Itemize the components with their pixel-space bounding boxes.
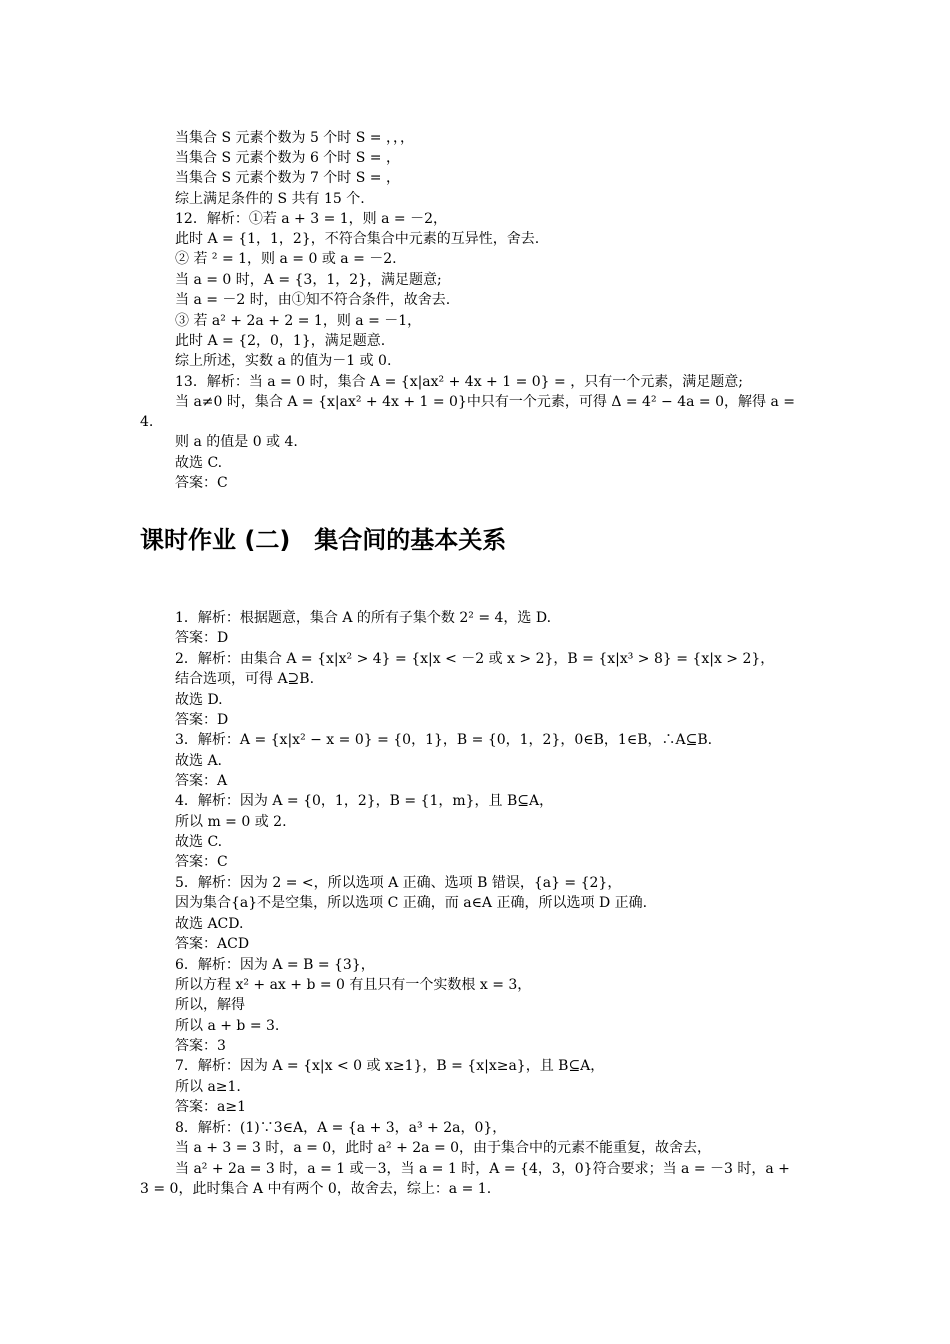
text-line: 4. xyxy=(140,414,154,430)
text-line: 当 a≠0 时，集合 A = {x|ax² + 4x + 1 = 0}中只有一个元素，可得 Δ = 4² − 4a = 0，解得 a = xyxy=(175,394,795,410)
text-line: 当集合 S 元素个数为 6 个时 S = ， xyxy=(175,150,400,166)
text-line: 故选 D. xyxy=(175,692,223,708)
text-line: 所以，解得 xyxy=(175,997,245,1013)
answer-line: 答案：C xyxy=(175,854,228,870)
text-line: 所以 m = 0 或 2. xyxy=(175,814,287,830)
text-line: 此时 A = {2，0，1}，满足题意. xyxy=(175,333,386,349)
answer-line: 答案：D xyxy=(175,630,229,646)
text-line: 当 a = －2 时，由①知不符合条件，故舍去. xyxy=(175,292,451,308)
text-line: 当 a + 3 = 3 时，a = 0，此时 a² + 2a = 0，由于集合中的元素不能重复，故舍去， xyxy=(175,1140,712,1156)
text-line: 13．解析：当 a = 0 时，集合 A = {x|ax² + 4x + 1 = 0} = ，只有一个元素，满足题意; xyxy=(175,374,743,390)
text-line: 则 a 的值是 0 或 4. xyxy=(175,434,298,450)
text-line: 5．解析：因为 2 = <，所以选项 A 正确、选项 B 错误，{a} = {2}， xyxy=(175,875,622,891)
text-line: 所以 a≥1. xyxy=(175,1079,241,1095)
answer-line: 答案：ACD xyxy=(175,936,250,952)
answer-line: 答案：a≥1 xyxy=(175,1099,246,1115)
text-line: 此时 A = {1，1，2}，不符合集合中元素的互异性，舍去. xyxy=(175,231,540,247)
text-line: 8．解析：(1)∵3∈A，A = {a + 3，a³ + 2a，0}， xyxy=(175,1120,507,1136)
text-line: 故选 A. xyxy=(175,753,223,769)
text-line: 2．解析：由集合 A = {x|x² > 4} = {x|x < －2 或 x > 2}，B = {x|x³ > 8} = {x|x > 2}， xyxy=(175,651,775,667)
text-line: 故选 ACD. xyxy=(175,916,244,932)
text-line: 7．解析：因为 A = {x|x < 0 或 x≥1}，B = {x|x≥a}，且 B⊆A， xyxy=(175,1058,605,1074)
text-line: 4．解析：因为 A = {0，1，2}，B = {1，m}，且 B⊆A， xyxy=(175,793,554,809)
text-line: ② 若 ² = 1，则 a = 0 或 a = －2. xyxy=(175,251,397,267)
text-line: 3．解析：A = {x|x² − x = 0} = {0，1}，B = {0，1，2}，0∈B，1∈B，∴A⊆B. xyxy=(175,732,713,748)
text-line: 故选 C. xyxy=(175,455,223,471)
text-line: 故选 C. xyxy=(175,834,223,850)
answer-line: 答案：A xyxy=(175,773,228,789)
text-line: 因为集合{a}不是空集，所以选项 C 正确，而 a∈A 正确，所以选项 D 正确. xyxy=(175,895,648,911)
text-line: 3 = 0，此时集合 A 中有两个 0，故舍去，综上：a = 1. xyxy=(140,1181,492,1197)
answer-line: 答案：D xyxy=(175,712,229,728)
text-line: 所以方程 x² + ax + b = 0 有且只有一个实数根 x = 3， xyxy=(175,977,532,993)
text-line: 当集合 S 元素个数为 5 个时 S = ，，， xyxy=(175,130,414,146)
text-line: 当 a = 0 时，A = {3，1，2}，满足题意; xyxy=(175,272,442,288)
text-line: 结合选项，可得 A⊇B. xyxy=(175,671,315,687)
text-line: 综上满足条件的 S 共有 15 个. xyxy=(175,191,365,207)
text-line: 当 a² + 2a = 3 时，a = 1 或－3，当 a = 1 时，A = {4，3，0}符合要求；当 a = －3 时，a + xyxy=(175,1161,790,1177)
answer-line: 答案：C xyxy=(175,475,228,491)
answer-line: 答案：3 xyxy=(175,1038,226,1054)
text-line: 当集合 S 元素个数为 7 个时 S = ， xyxy=(175,170,400,186)
text-line: ③ 若 a² + 2a + 2 = 1，则 a = －1， xyxy=(175,313,422,329)
section-title: 课时作业 (二) 集合间的基本关系 xyxy=(140,526,507,554)
text-line: 1．解析：根据题意，集合 A 的所有子集个数 2² = 4，选 D. xyxy=(175,610,552,626)
text-line: 6．解析：因为 A = B = {3}， xyxy=(175,957,375,973)
text-line: 所以 a + b = 3. xyxy=(175,1018,280,1034)
text-line: 综上所述，实数 a 的值为－1 或 0. xyxy=(175,353,392,369)
text-line: 12．解析：①若 a + 3 = 1，则 a = －2， xyxy=(175,211,448,227)
